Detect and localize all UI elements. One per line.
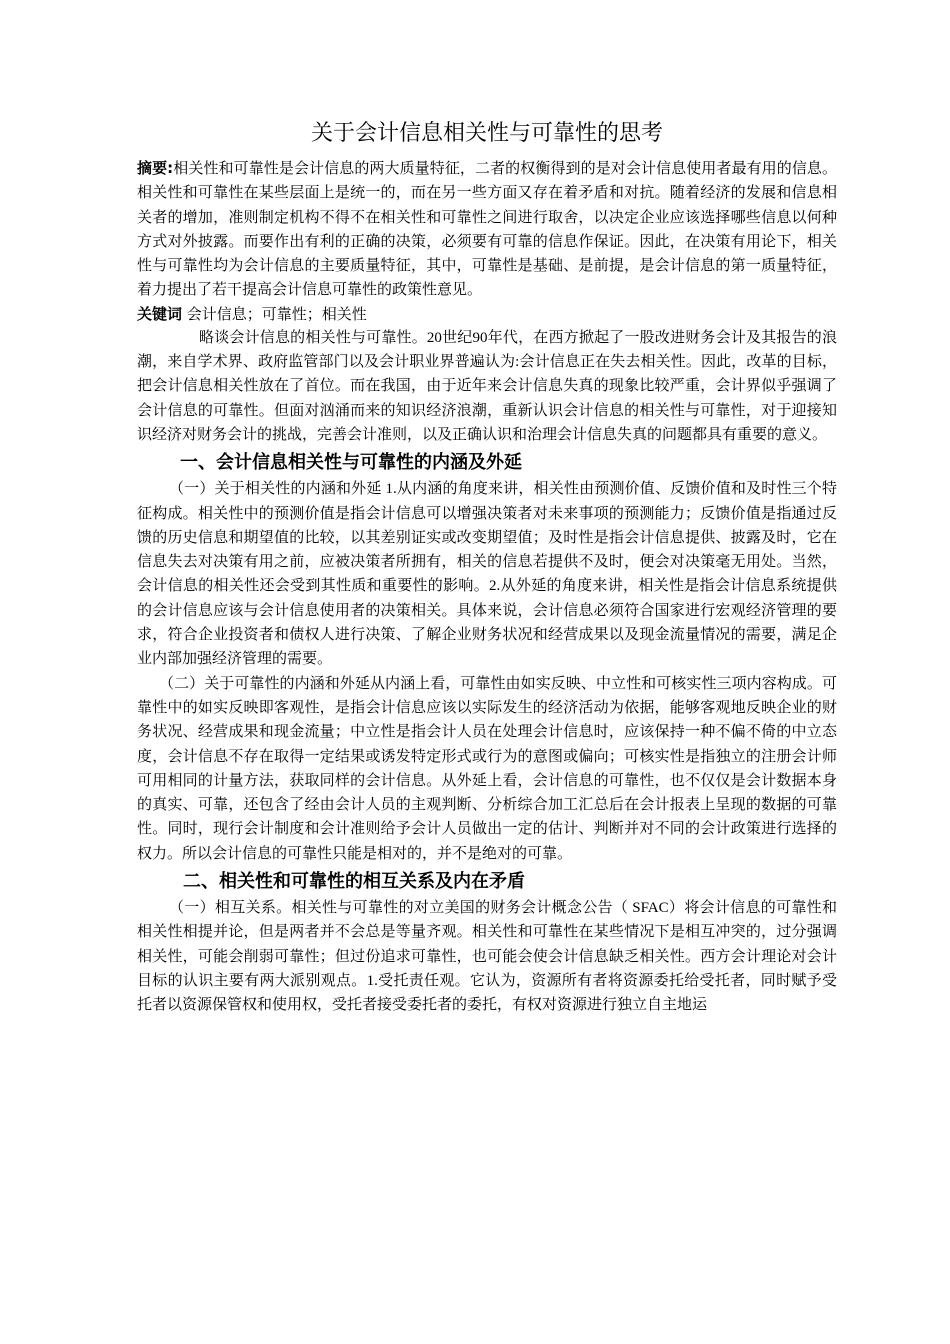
intro-paragraph: 略谈会计信息的相关性与可靠性。20世纪90年代，在西方掀起了一股改进财务会计及其报告的浪潮，来自学术界、政府监管部门以及会计职业界普遍认为:会计信息正在失去相关性。因此，改革的目标，把会计信息相关性放在了首位。而在我国，由于近年来会计信息失真的现象比较严重，会计界似乎强调了会计信息的可靠性。但面对汹涌而来的知识经济浪潮，重新认识会计信息的相关性与可靠性，对于迎接知识经济对财务会计的挑战，完善会计准则，以及正确认识和治理会计信息失真的问题都具有重要的意义。 — [137, 329, 837, 443]
section-2-heading: 二、相关性和可靠性的相互关系及内在矛盾 — [183, 871, 525, 893]
document-body — [137, 118, 837, 1018]
document-title: 关于会计信息相关性与可靠性的思考 — [310, 121, 663, 146]
abstract-label: 摘要: — [137, 159, 174, 177]
abstract-text: 相关性和可靠性是会计信息的两大质量特征，二者的权衡得到的是对会计信息使用者最有用的信息。相关性和可靠性在某些层面上是统一的，而在另一些方面又存在着矛盾和对抗。随着经济的发展和信息相关者的增加，准则制定机构不得不在相关性和可靠性之间进行取舍，以决定企业应该选择哪些信息以何种方式对外披露。而要作出有利的正确的决策，必须要有可靠的信息作保证。因此，在决策有用论下，相关性与可靠性均为会计信息的主要质量特征，其中，可靠性是基础、是前提，是会计信息的第一质量特征，着力提出了若干提高会计信息可靠性的政策性意见。 — [137, 159, 838, 299]
abstract — [137, 156, 837, 302]
keywords-label: 关键词 — [137, 304, 183, 323]
keywords — [137, 302, 837, 326]
section-1-paragraph-1: （一）关于相关性的内涵和外延 1.从内涵的角度来讲，相关性由预测价值、反馈价值和及时性三个特征构成。相关性中的预测价值是指会计信息可以增强决策者对未来事项的预测能力；反馈价值是指通过反馈的历史信息和期望值的比较，以其差别证实或改变期望值；及时性是指会计信息提供、披露及时，它在信息失去对决策有用之前，应被决策者所拥有，相关的信息若提供不及时，便会对决策毫无用处。当然，会计信息的相关性还会受到其性质和重要性的影响。2.从外延的角度来讲，相关性是指会计信息系统提供的会计信息应该与会计信息使用者的决策相关。具体来说，会计信息必须符合国家进行宏观经济管理的要求，符合企业投资者和债权人进行决策、了解企业财务状况和经营成果以及现金流量情况的需要，满足企业内部加强经济管理的需要。 — [137, 481, 837, 668]
section-2-paragraph-1: （一）相互关系。相关性与可靠性的对立美国的财务会计概念公告（ SFAC）将会计信息的可靠性和相关性相提并论，但是两者并不会总是等量齐观。相关性和可靠性在某些情况下是相互冲突的，过分强调相关性，可能会削弱可靠性；但过份追求可靠性，也可能会使会计信息缺乏相关性。西方会计理论对会计目标的认识主要有两大派别观点。1.受托责任观。它认为，资源所有者将资源委托给受托者，同时赋予受托者以资源保管权和使用权，受托者接受委托者的委托，有权对资源进行独立自主地运 — [137, 900, 837, 1014]
section-1-heading: 一、会计信息相关性与可靠性的内涵及外延 — [180, 452, 522, 474]
section-1-paragraph-2: （二）关于可靠性的内涵和外延从内涵上看，可靠性由如实反映、中立性和可核实性三项内容构成。可靠性中的如实反映即客观性，是指会计信息应该以实际发生的经济活动为依据，能够客观地反映企业的财务状况、经营成果和现金流量；中立性是指会计人员在处理会计信息时，应该保持一种不偏不倚的中立态度，会计信息不存在取得一定结果或诱发特定形式或行为的意图或偏向；可核实性是指独立的注册会计师可用相同的计量方法，获取同样的会计信息。从外延上看，会计信息的可靠性，也不仅仅是会计数据本身的真实、可靠，还包含了经由会计人员的主观判断、分析综合加工汇总后在会计报表上呈现的数据的可靠性。同时，现行会计制度和会计准则给予会计人员做出一定的估计、判断并对不同的会计政策进行选择的权力。所以会计信息的可靠性只能是相对的，并不是绝对的可靠。 — [137, 675, 837, 862]
keywords-text: 会计信息；可靠性；相关性 — [186, 304, 367, 323]
